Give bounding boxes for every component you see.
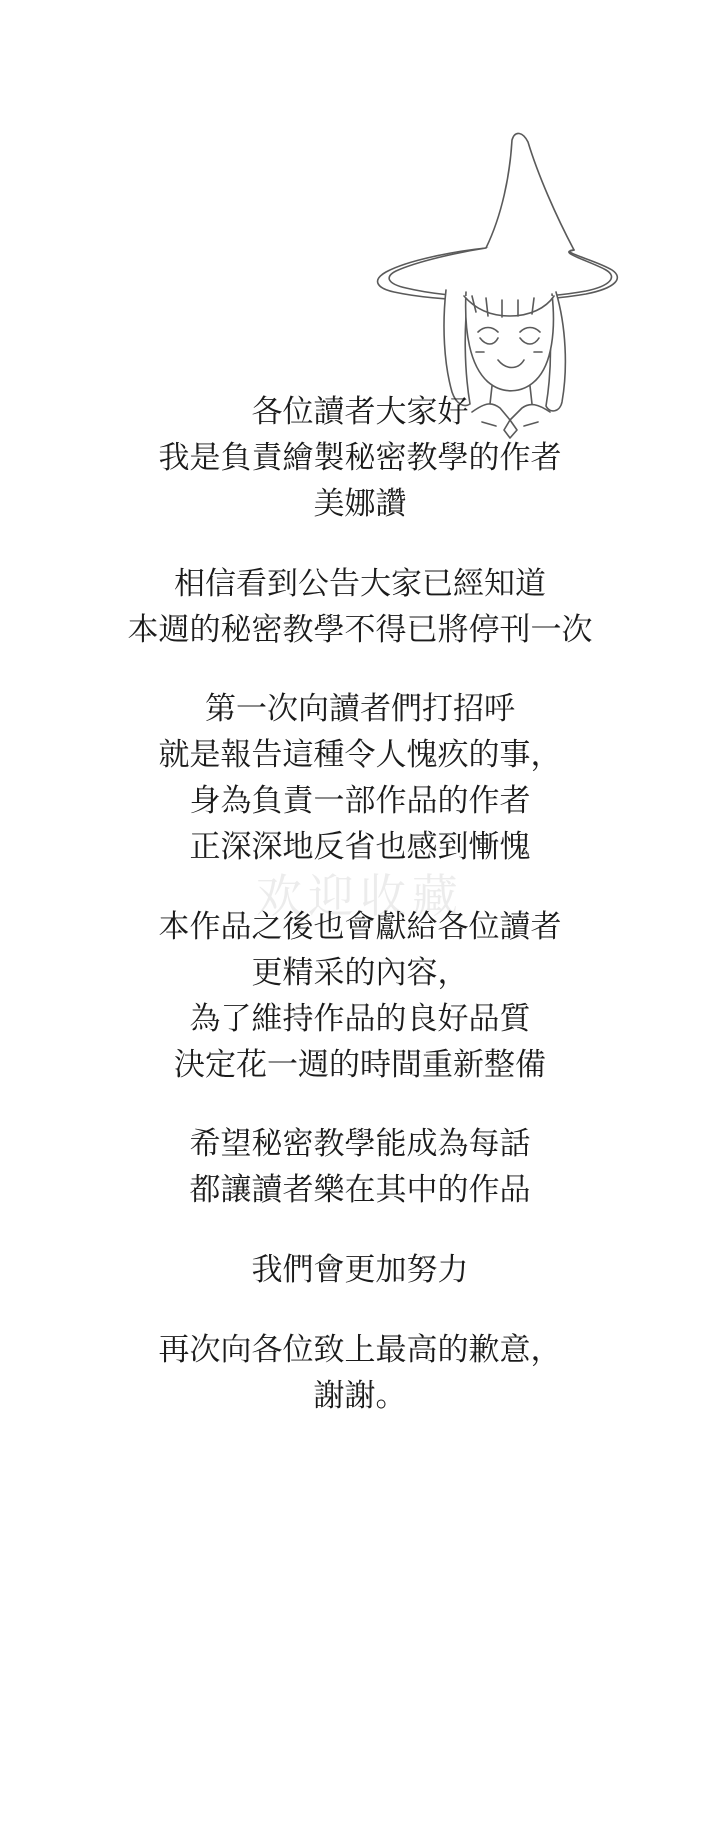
message-line: 相信看到公告大家已經知道	[174, 565, 546, 602]
message-line: 各位讀者大家好	[251, 394, 469, 430]
message-line: 再次向各位致上最高的歉意，	[158, 1332, 562, 1368]
message-line: 希望秘密教學能成為每話	[189, 1126, 531, 1163]
message-paragraph	[0, 1122, 720, 1214]
message-paragraph	[0, 390, 720, 528]
message-line: 就是報告這種令人愧疚的事，	[158, 737, 562, 774]
announcement-message	[0, 390, 720, 1420]
message-line: 謝謝。	[313, 1377, 407, 1414]
message-line: 本週的秘密教學不得已將停刊一次	[127, 611, 593, 648]
message-paragraph	[0, 1328, 720, 1420]
message-line: 正深深地反省也感到慚愧	[189, 829, 531, 865]
message-paragraph	[0, 905, 720, 1089]
message-paragraph	[0, 562, 720, 654]
message-line: 都讓讀者樂在其中的作品	[189, 1172, 531, 1209]
message-line: 身為負責一部作品的作者	[189, 783, 531, 820]
message-line: 我們會更加努力	[251, 1252, 469, 1289]
message-line: 第一次向讀者們打招呼	[205, 691, 515, 728]
message-line: 美娜讚	[313, 485, 407, 522]
message-line: 為了維持作品的良好品質	[189, 1000, 531, 1037]
message-line: 我是負責繪製秘密教學的作者	[158, 439, 562, 476]
watermark-text: 欢迎收藏	[256, 871, 464, 922]
message-paragraph	[0, 1248, 720, 1294]
message-line: 更精采的內容，	[251, 954, 469, 991]
message-paragraph	[0, 687, 720, 871]
message-line: 本作品之後也會獻給各位讀者	[158, 908, 562, 945]
message-line: 決定花一週的時間重新整備	[174, 1046, 546, 1083]
